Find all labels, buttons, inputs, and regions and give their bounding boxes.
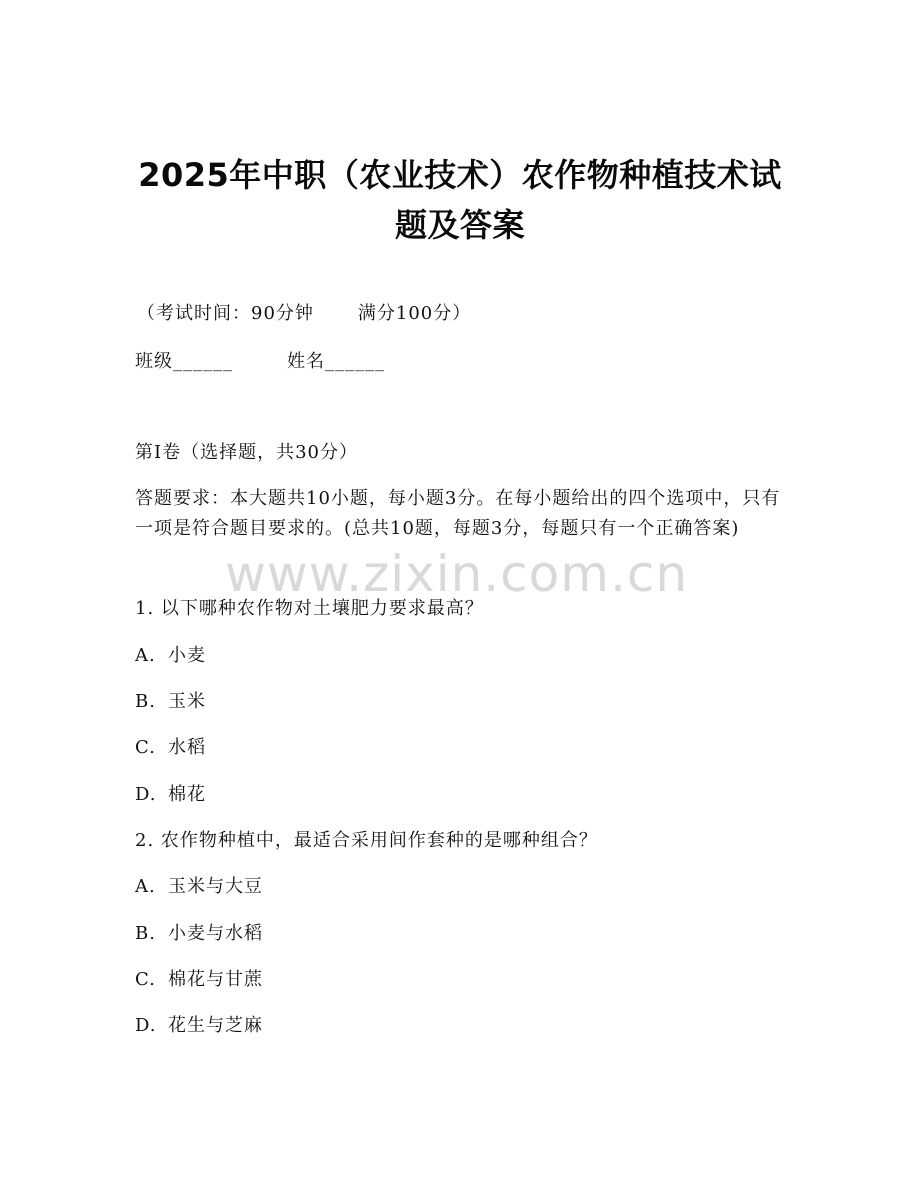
question-1-option-a: [135, 644, 206, 668]
option-text: 玉米与大豆: [168, 876, 263, 897]
exam-time: （考试时间：90分钟: [137, 303, 314, 324]
question-1-option-d: [135, 783, 206, 807]
question-1-option-b: [135, 690, 206, 714]
question-1-option-c: [135, 736, 206, 760]
page-title: [100, 150, 820, 250]
option-letter: D.: [135, 784, 157, 805]
option-text: 棉花与甘蔗: [168, 969, 263, 990]
title-line-1: 2025年中职（农业技术）农作物种植技术试: [138, 156, 782, 194]
option-text: 花生与芝麻: [168, 1015, 263, 1036]
option-letter: C.: [135, 969, 156, 990]
question-2-option-c: [135, 968, 263, 992]
class-field: 班级______: [135, 351, 233, 372]
title-line-2: 题及答案: [394, 206, 525, 244]
exam-info: [137, 302, 471, 326]
option-text: 棉花: [168, 784, 206, 805]
full-score: 满分100分）: [357, 303, 472, 324]
watermark: www.zixin.com.cn: [225, 545, 689, 603]
option-letter: C.: [135, 737, 156, 758]
option-letter: B.: [135, 691, 156, 712]
option-letter: A.: [135, 645, 156, 666]
question-2-option-a: [135, 875, 263, 899]
question-2-option-d: [135, 1014, 263, 1038]
section-heading: 第I卷（选择题，共30分）: [135, 442, 359, 463]
option-text: 小麦与水稻: [168, 923, 263, 944]
option-text: 玉米: [168, 691, 206, 712]
question-1-stem: 1. 以下哪种农作物对土壤肥力要求最高？: [135, 598, 484, 619]
option-text: 小麦: [168, 645, 206, 666]
option-letter: B.: [135, 923, 156, 944]
option-text: 水稻: [168, 737, 206, 758]
question-2-stem: 2. 农作物种植中，最适合采用间作套种的是哪种组合？: [135, 830, 598, 851]
question-2-option-b: [135, 922, 263, 946]
option-letter: A.: [135, 876, 156, 897]
student-info: [135, 350, 385, 374]
name-field: 姓名______: [287, 351, 385, 372]
instructions: 答题要求：本大题共10小题，每小题3分。在每小题给出的四个选项中，只有一项是符合题目要求的。(总共10题，每题3分，每题只有一个正确答案): [135, 488, 781, 539]
option-letter: D.: [135, 1015, 157, 1036]
